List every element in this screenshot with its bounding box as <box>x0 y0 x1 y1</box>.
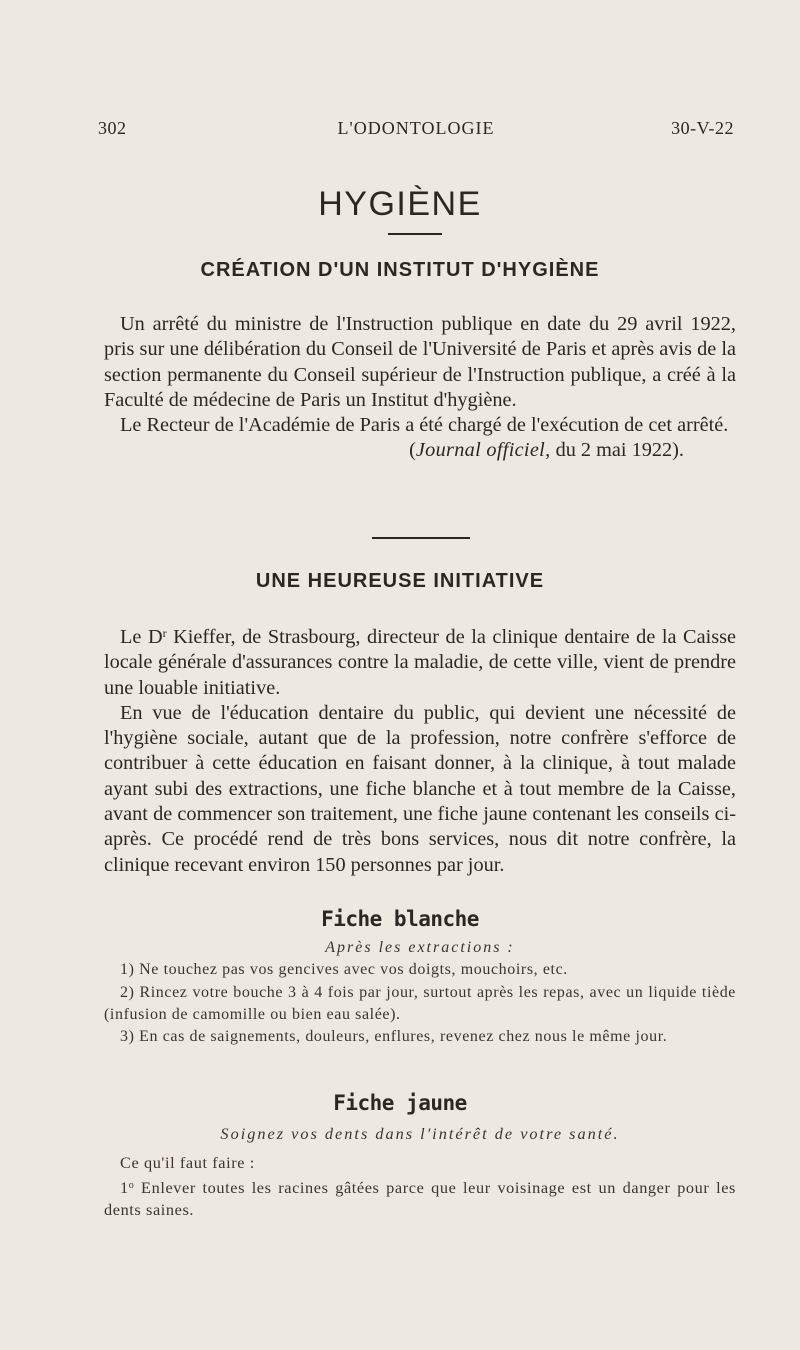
article1-paragraph2: Le Recteur de l'Académie de Paris a été chargé de l'exécution de cet arrêté. <box>120 414 729 437</box>
item1-num: 1 <box>120 1177 129 1197</box>
fiche-blanche-title: Fiche blanche <box>321 907 479 931</box>
article1-citation <box>104 438 736 463</box>
article2-title: UNE HEUREUSE INITIATIVE <box>255 570 545 592</box>
article2-body <box>104 621 736 878</box>
fiche-jaune-body <box>104 1123 736 1221</box>
citation-source: Journal officiel, <box>415 439 551 462</box>
article1-title: CRÉATION D'UN INSTITUT D'HYGIÈNE <box>200 259 600 281</box>
p1-start: Le D <box>120 626 163 648</box>
article1-body <box>104 312 736 464</box>
article1-paragraph1: Un arrêté du ministre de l'Instruction publique en date du 29 avril 1922, pris sur une délibération du Conseil de l'Université de Paris et après avis de la section permanente du Conseil supérieur de l'Instruction publique, a créé à la Faculté de médecine de Paris un Institut d'hygiène. <box>104 313 736 411</box>
fiche-blanche-item2: 2) Rincez votre bouche 3 à 4 fois par jour, surtout après les repas, avec un liquide tiède (infusion de camomille ou bien eau salée). <box>104 983 736 1023</box>
section-title: HYGIÈNE <box>318 185 482 223</box>
running-head <box>98 118 734 142</box>
p1-sup: r <box>162 626 167 640</box>
article2-paragraph1 <box>104 621 736 701</box>
fiche-jaune-subtitle: Soignez vos dents dans l'intérêt de votre santé. <box>220 1124 620 1143</box>
fiche-blanche-subtitle: Après les extractions : <box>325 939 515 956</box>
item1-text: Enlever toutes les racines gâtées parce que leur voisinage est un danger pour les dents saines. <box>104 1177 736 1219</box>
fiche-blanche-body <box>104 937 736 1048</box>
journal-title: L'ODONTOLOGIE <box>337 118 495 138</box>
fiche-blanche-item3: 3) En cas de saignements, douleurs, enflures, revenez chez nous le même jour. <box>120 1028 668 1046</box>
fiche-blanche-item1: 1) Ne touchez pas vos gencives avec vos doigts, mouchoirs, etc. <box>120 961 568 979</box>
citation-date: du 2 mai 1922). <box>555 439 684 462</box>
item1-sup: o <box>128 1179 135 1191</box>
fiche-jaune-item1 <box>104 1175 736 1222</box>
fiche-jaune-title: Fiche jaune <box>333 1091 467 1115</box>
fiche-jaune-intro: Ce qu'il faut faire : <box>120 1153 255 1173</box>
page-number: 302 <box>98 118 127 138</box>
citation-open: ( <box>409 439 416 462</box>
section-divider <box>388 233 442 235</box>
p1-rest: Kieffer, de Strasbourg, directeur de la clinique dentaire de la Caisse locale générale d'assurances contre la maladie, de cette ville, vient de prendre une louable initiative. <box>104 626 736 699</box>
article-divider <box>372 537 470 539</box>
article2-paragraph2: En vue de l'éducation dentaire du public, qui devient une nécessité de l'hygiène sociale, autant que de la profession, notre confrère s'efforce de contribuer à cette éducation en faisant donner, à la clinique, à tout malade ayant subi des extractions, une fiche blanche et à tout membre de la Caisse, avant de commencer son traitement, une fiche jaune contenant les conseils ci-après. Ce procédé rend de très bons services, nous dit notre confrère, la clinique recevant environ 150 personnes par jour. <box>104 701 736 876</box>
issue-date: 30-V-22 <box>671 118 734 138</box>
